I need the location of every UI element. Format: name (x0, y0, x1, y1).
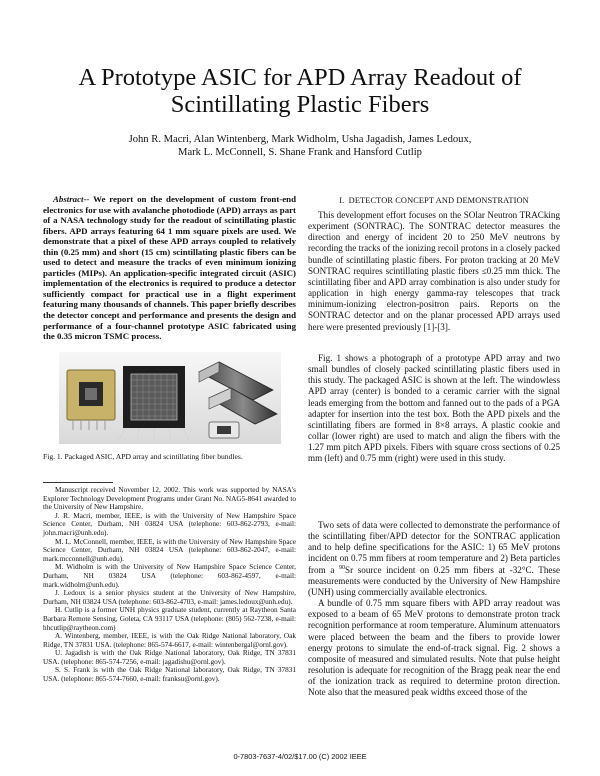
paper-title (40, 64, 560, 118)
section-heading (308, 196, 560, 206)
footnote: J. R. Macri, member, IEEE, is with the University of New Hampshire Space Science Center, Durham, NH 03824 USA (telephone: 603-862-2793, e-mail: john.macri@unh.edu). (43, 511, 296, 537)
footnote: S. S. Frank is with the Oak Ridge National laboratory, Oak Ridge, TN 37831 USA. (telephone: 865-574-7660, e-mail: franksu@ornl.gov). (43, 666, 296, 684)
footnote: M. Widholm is with the University of New Hampshire Space Science Center, Durham, NH 03824 USA (telephone: 603-862-4597, e-mail: mark.widholm@unh.edu). (43, 563, 296, 589)
footnote: A. Wintenberg, member, IEEE, is with the Oak Ridge National laboratory, Oak Ridge, TN 37831 USA. (telephone: 865-574-6617, e-mail: wintenbergal@ornl.gov). (43, 632, 296, 649)
abstract-text: -- We report on the development of custom front-end electronics for use with avalanche photodiode (APD) arrays as part of a NASA technology study for the readout of scintillating plastic fibers. APD arrays featuring 64 1 mm square pixels are used. We demonstrate that a pixel of these APD arrays coupled to relatively thin (0.25 mm) and short (15 cm) scintillating plastic fibers can be used to detect and measure the tracks of even minimum ionizing particles (MIPs). An application-specific integrated circuit (ASIC) implementation of the electronics is required to produce a detector sufficiently compact for practical use in a flight experiment featuring many thousands of channels. This paper briefly describes the detector concept and performance and presents the design and performance of a four-channel prototype ASIC fabricated using the 0.35 micron TSMC process. (43, 194, 296, 342)
footnote-rule (43, 482, 113, 483)
paragraph-3 (308, 520, 560, 598)
page-footer: 0-7803-7637-4/02/$17.00 (C) 2002 IEEE (233, 752, 367, 761)
title-line-1: A Prototype ASIC for APD Array Readout of (78, 64, 522, 91)
figure-photo-drawing (59, 352, 281, 444)
paragraph-1: This development effort focuses on the SOlar Neutron TRACking experiment (SONTRAC). The SONTRAC detector measures the direction and energy of incident 20 to 250 MeV neutrons by recording the tracks of the ionizing recoil protons in a closely packed bundle of scintillating plastic fibers. For proton tracking at 20 MeV SONTRAC requires scintillating plastic fibers ≤0.25 mm thick. The scintillating fiber and APD array combination is also under study for application in high energy gamma-ray telescopes that track minimum-ionizing electron-positron pairs. Reports on the SONTRAC detector and on the planar processed APD arrays used here were presented previously [1]-[3]. (308, 210, 560, 332)
authors-line-2: Mark L. McConnell, S. Shane Frank and Hansford Cutlip (178, 147, 422, 158)
figure-1-caption: Fig. 1. Packaged ASIC, APD array and scintillating fiber bundles. (43, 452, 243, 461)
paragraph-4: A bundle of 0.75 mm square fibers with APD array readout was exposed to a beam of 65 MeV protons to demonstrate proton track recognition performance at room temperature. Aluminum attenuators were placed between the beam and the fibers to provide lower energy protons to simulate the end-of-track signal. Fig. 2 shows a composite of measured and simulated results. Note that pulse height resolution is adequate for recognition of the Bragg peak near the end of the ionization track as required to determine proton direction. Note also that the measured peak widths exceed those of the (308, 598, 560, 698)
paragraph-3-start: Two sets of data were collected to demonstrate the performance of the scintillating fiber/APD detector for the SONTRAC application and to help define specifications for the ASIC: 1) 65 MeV protons incident on 0.75 mm fibers at room temperature and 2) Beta particles from a (308, 520, 560, 575)
isotope-superscript: 90 (339, 564, 346, 571)
author-list (60, 133, 540, 159)
figure-1-photo (59, 352, 281, 444)
footnote: M. L. McConnell, member, IEEE, is with the University of New Hampshire Space Science Center, Durham, NH 03824 USA (telephone: 603-862-2047, e-mail: mark.mcconnell@unh.edu). (43, 537, 296, 563)
footnote: U. Jagadish is with the Oak Ridge National laboratory, Oak Ridge, TN 37831 USA. (telephone: 865-574-7256, e-mail: jagadishu@ornl.gov). (43, 649, 296, 666)
footnote: Manuscript received November 12, 2002. This work was supported by NASA's Explorer Technology Development Programs under Grant No. NAG5-8641 awarded to the University of New Hampshire. (43, 486, 296, 512)
paragraph-3-end: Sr source incident on 0.25 mm fibers at -32°C. These measurements were conducted by the University of New Hampshire (UNH) using commercially available electronics. (308, 564, 560, 597)
plastic-cookie-collar (209, 422, 239, 438)
title-line-2: Scintillating Plastic Fibers (170, 91, 430, 118)
abstract (43, 194, 296, 342)
footnote: H. Cutlip is a former UNH physics graduate student, currently at Raytheon Santa Barbara Remote Sensing, Goleta, CA 93117 USA (telephone: (805) 562-7238, e-mail: hhcutlip@raytheon.com) (43, 606, 296, 632)
footnote: J. Ledoux is a senior physics student at the University of New Hampshire, Durham, NH 03824 USA (telephone: 603-862-4703, e-mail: james.ledoux@unh.edu). (43, 589, 296, 606)
authors-line-1: John R. Macri, Alan Wintenberg, Mark Widholm, Usha Jagadish, James Ledoux, (128, 134, 472, 145)
section-numeral: I. (339, 196, 345, 205)
footnotes (43, 486, 296, 684)
paragraph-2: Fig. 1 shows a photograph of a prototype APD array and two small bundles of closely packed scintillating plastic fibers used in this study. The packaged ASIC is shown at the left. The windowless APD array (center) is bonded to a ceramic carrier with the signal leads emerging from the bottom and fanned out to the pads of a PGA adapter for insertion into the test box. Both the APD pixels and the scintillating fibers are formed in 8×8 arrays. A plastic cookie and collar (lower right) are used to match and align the fibers with the 1.27 mm pitch APD pixels. Fibers with square cross sections of 0.25 mm (left) and 0.75 mm (right) were used in this study. (308, 353, 560, 464)
abstract-lead: Abstract (53, 194, 84, 204)
section-title: DETECTOR CONCEPT AND DEMONSTRATION (348, 196, 529, 205)
right-column-lower (308, 520, 560, 699)
